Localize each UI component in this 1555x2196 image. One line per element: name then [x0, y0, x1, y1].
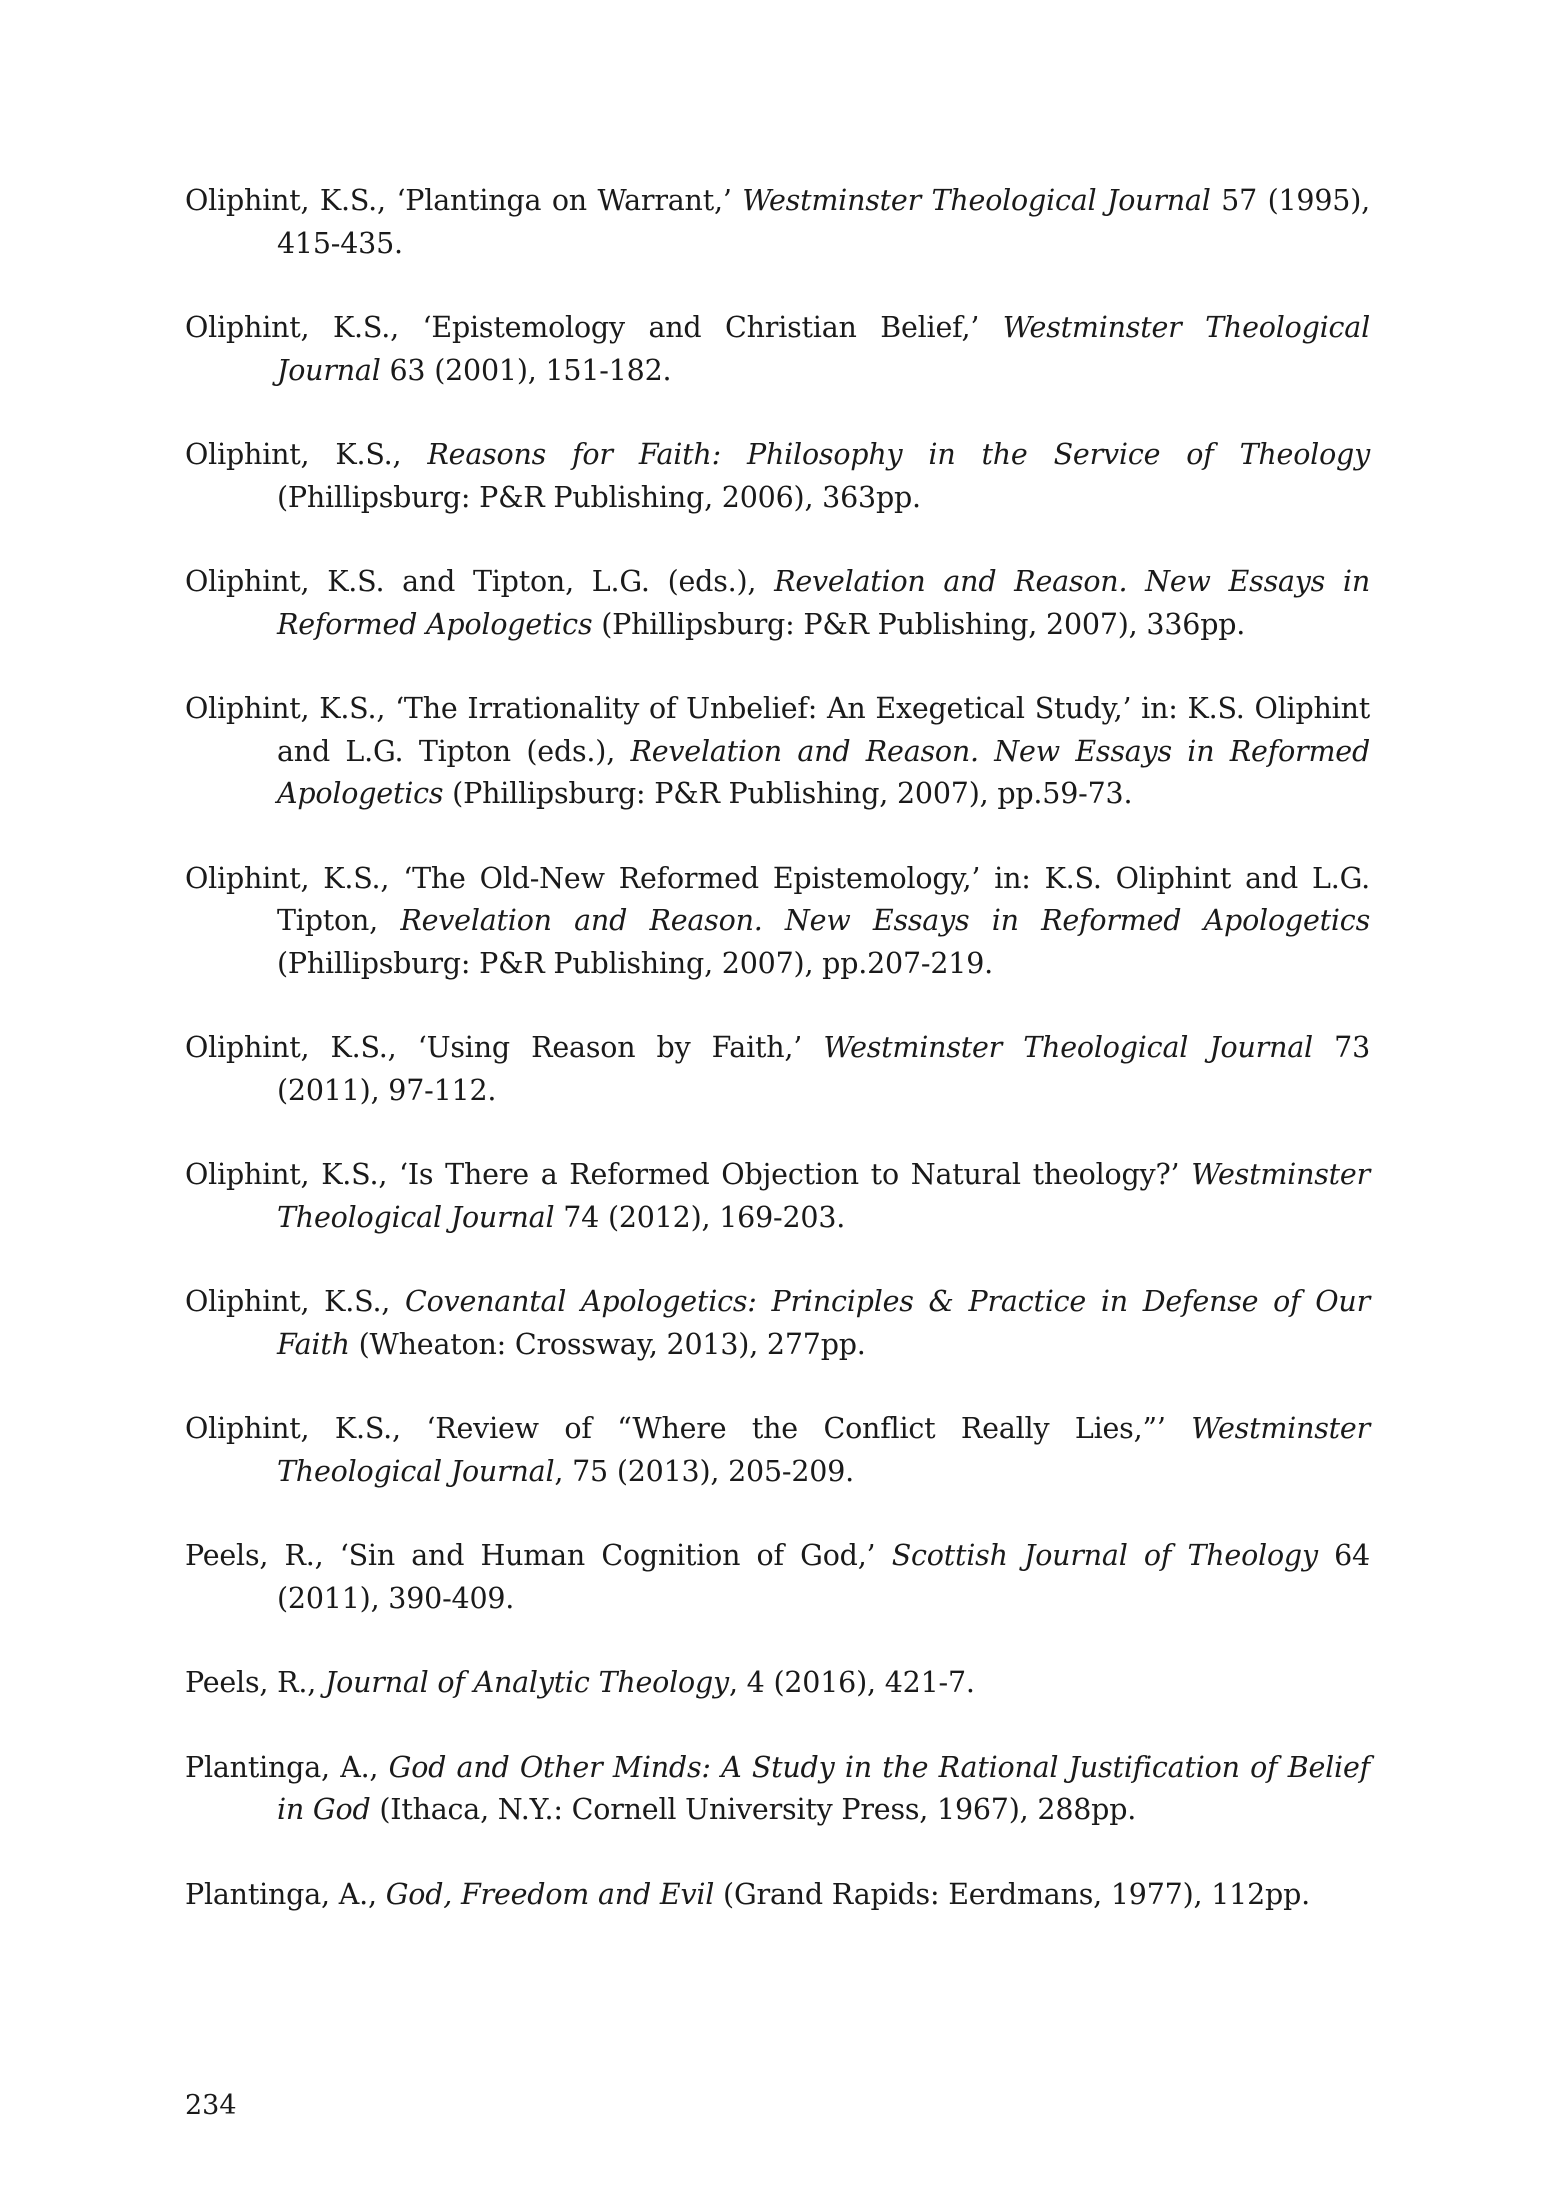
entry-text: 57 (1995), 415-435.	[277, 184, 1371, 260]
entry-text: Oliphint, K.S. and Tipton, L.G. (eds.),	[185, 565, 775, 598]
entry-text: Oliphint, K.S., ‘Using Reason by Faith,’	[185, 1031, 824, 1064]
bibliography-entry	[185, 1662, 1370, 1705]
entry-text: Peels, R., ‘Sin and Human Cognition of God,’	[185, 1539, 892, 1572]
entry-text: , 4 (2016), 421-7.	[728, 1666, 975, 1699]
page-number: 234	[185, 2090, 237, 2121]
bibliography-entry	[185, 561, 1370, 646]
bibliography-entry	[185, 1154, 1370, 1239]
entry-text: 64 (2011), 390-409.	[277, 1539, 1370, 1615]
bibliography-list	[185, 180, 1370, 1958]
entry-title-italic: Westminster Theological Journal	[277, 1158, 1370, 1234]
bibliography-entry	[185, 1281, 1370, 1366]
entry-title-italic: Westminster Theological Journal	[277, 1412, 1370, 1488]
entry-text: 63 (2001), 151-182.	[380, 353, 672, 387]
entry-title-italic: Reasons for Faith: Philosophy in the Service of Theology	[427, 438, 1370, 471]
entry-title-italic: Revelation and Reason. New Essays in Reformed Apologetics	[277, 734, 1370, 810]
bibliography-entry	[185, 434, 1370, 519]
entry-text: (Phillipsburg: P&R Publishing, 2007), pp.207-219.	[277, 946, 993, 980]
bibliography-entry	[185, 1027, 1370, 1112]
entry-text: (Phillipsburg: P&R Publishing, 2006), 363pp.	[277, 480, 921, 514]
entry-text: , 75 (2013), 205-209.	[554, 1454, 854, 1488]
entry-title-italic: Journal of Analytic Theology	[324, 1666, 729, 1699]
entry-text: (Phillipsburg: P&R Publishing, 2007), 336pp.	[592, 607, 1246, 641]
entry-title-italic: Westminster Theological Journal	[277, 311, 1371, 387]
entry-text: (Grand Rapids: Eerdmans, 1977), 112pp.	[714, 1877, 1310, 1911]
entry-title-italic: Covenantal Apologetics: Principles & Practice in Defense of Our Faith	[277, 1285, 1370, 1361]
bibliography-entry	[185, 1747, 1370, 1832]
bibliography-entry	[185, 1535, 1370, 1620]
entry-text: Plantinga, A.,	[185, 1877, 386, 1911]
bibliography-entry	[185, 1408, 1370, 1493]
bibliography-entry	[185, 307, 1370, 392]
bibliography-entry	[185, 858, 1370, 986]
entry-text: Oliphint, K.S., ‘Plantinga on Warrant,’	[185, 184, 743, 217]
entry-text: Oliphint, K.S., ‘Is There a Reformed Objection to Natural theology?’	[185, 1158, 1192, 1191]
entry-text: Oliphint, K.S., ‘The Irrationality of Unbelief: An Exegetical Study,’ in: K.S. Oliphint and L.G. Tipton (eds.),	[185, 692, 1370, 768]
entry-text: Oliphint, K.S., ‘Epistemology and Christian Belief,’	[185, 311, 1003, 344]
entry-title-italic: Westminster Theological Journal	[742, 184, 1211, 217]
entry-text: (Wheaton: Crossway, 2013), 277pp.	[349, 1327, 866, 1361]
entry-text: 74 (2012), 169-203.	[554, 1200, 846, 1234]
bibliography-entry	[185, 1874, 1370, 1917]
entry-title-italic: Revelation and Reason. New Essays in Reformed Apologetics	[277, 565, 1370, 641]
entry-title-italic: God, Freedom and Evil	[385, 1877, 715, 1911]
entry-text: Oliphint, K.S.,	[185, 1285, 405, 1318]
entry-title-italic: Revelation and Reason. New Essays in Reformed Apologetics	[400, 904, 1370, 937]
entry-title-italic: Scottish Journal of Theology	[891, 1539, 1318, 1572]
entry-text: (Ithaca, N.Y.: Cornell University Press, 1967), 288pp.	[370, 1793, 1137, 1826]
entry-text: 73 (2011), 97-112.	[277, 1031, 1371, 1107]
entry-text: Peels, R.,	[185, 1666, 325, 1699]
entry-text: Plantinga, A.,	[185, 1750, 389, 1784]
entry-title-italic: Westminster Theological Journal	[823, 1031, 1313, 1064]
bibliography-entry	[185, 180, 1370, 265]
entry-text: Oliphint, K.S.,	[185, 438, 428, 471]
entry-text: Oliphint, K.S., ‘The Old-New Reformed Epistemology,’ in: K.S. Oliphint and L.G. Tipton,	[185, 861, 1370, 937]
entry-text: (Phillipsburg: P&R Publishing, 2007), pp.59-73.	[443, 777, 1133, 810]
entry-text: Oliphint, K.S., ‘Review of “Where the Conflict Really Lies,”’	[185, 1412, 1192, 1445]
entry-title-italic: God and Other Minds: A Study in the Rational Justification of Belief in God	[277, 1750, 1370, 1826]
bibliography-entry	[185, 688, 1370, 816]
